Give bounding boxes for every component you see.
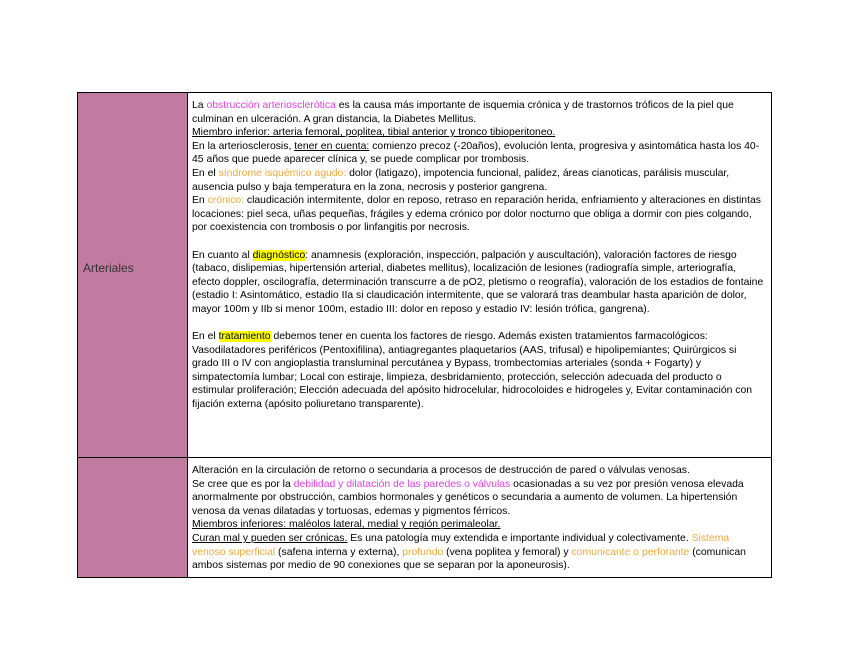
text-run: En: [192, 195, 208, 207]
notes-table: [77, 92, 772, 578]
text-run: dolor (latigazo), impotencia funcional, palidez, áreas cianoticas, parálisis muscular, ausencia pulso y baja temperatura en la zona, necrosis y posterior gangrena.: [192, 167, 730, 193]
paragraph: [192, 194, 765, 235]
paragraph: [192, 330, 765, 412]
text-run: En el: [192, 331, 219, 343]
text-run: La: [192, 100, 207, 111]
pink-term: obstrucción arteriosclerótica: [206, 100, 336, 111]
paragraph: [192, 478, 765, 519]
orange-term: Sistema venoso superficial: [192, 532, 730, 558]
paragraph: [192, 532, 765, 573]
text-run: Se cree que es por la: [192, 478, 294, 490]
paragraph: Alteración en la circulación de retorno o secundaria a procesos de destrucción de pared o válvulas venosas.: [192, 465, 690, 476]
text-run: (comunican ambos sistemas por medio de 90 conexiones que se separan por la aponeurosis).: [192, 546, 746, 572]
pink-term: debilidad y dilatación de las paredes o válvulas: [293, 478, 511, 490]
text-run: En el: [192, 167, 219, 179]
orange-term: profundo: [402, 546, 444, 558]
table-row: [78, 93, 771, 458]
paragraph: [192, 99, 765, 126]
table-row: [78, 458, 771, 577]
underlined-term: tener en cuenta:: [294, 140, 370, 152]
underlined-term: Curan mal y pueden ser crónicas.: [192, 532, 348, 544]
orange-term: síndrome isquémico agudo:: [218, 167, 347, 179]
paragraph: [192, 140, 765, 167]
row-label-cell: [78, 458, 188, 577]
text-run: Es una patología muy extendida e importante individual y colectivamente.: [347, 532, 692, 544]
text-run: En cuanto al: [192, 249, 253, 261]
text-run: (vena poplitea y femoral) y: [443, 546, 572, 558]
text-run: (safena interna y externa),: [275, 546, 403, 558]
text-run: ocasionadas a su vez por presión venosa elevada anormalmente por obstrucción, cambios hormonales y genéticos o secundaria a aumento de volumen. La hipertensión venosa da venas dilatadas y tortuosas, edemas y pigmentos férricos.: [192, 478, 744, 517]
text-run: comienzo precoz (-20años), evolución lenta, progresiva y asintomática hasta los 40-45 años que puede aparecer clínica y, se puede complicar por trombosis.: [192, 140, 760, 166]
spacer: [192, 235, 765, 249]
paragraph: [192, 167, 765, 194]
text-run: es la causa más importante de isquemia crónica y de trastornos tróficos de la piel que culminan en ulceración. A gran distancia, la Diabetes Mellitus.: [192, 100, 734, 125]
spacer: [192, 317, 765, 331]
text-run: : anamnesis (exploración, inspección, palpación y auscultación), valoración factores de riesgo (tabaco, dislipemias, hipertensión arterial, diabetes mellitus), localización de lesiones (radiografía simple, arteriografía, efecto doppler, oscilografía, determinación transcurre a de pO2, pletismo o reografía), valoración de los estadios de fontaine (estadio I: Asintomático, estadio IIa si claudicación intermitente, que se valorará tras deambular hasta aparición de dolor, mayor 100m y IIb si menor 100m, estadio III: dolor en reposo y estadio IV: lesión trófica, gangrena).: [192, 249, 764, 315]
row-label-cell: [78, 93, 188, 457]
text-run: En la arteriosclerosis,: [192, 140, 295, 152]
highlighted-term: diagnóstico: [252, 249, 306, 261]
orange-term: comunicante o perforante: [571, 546, 690, 558]
highlighted-term: tratamiento: [218, 331, 271, 343]
row-content-cell: [189, 458, 771, 577]
row-label: Arteriales: [83, 261, 134, 275]
text-run: debemos tener en cuenta los factores de riesgo. Además existen tratamientos farmacológicos: Vasodilatadores periféricos (Pentoxifilina), antiagregantes plaquetarios (AAS, trifusal) e hipolipemiantes; Quirúrgicos si grado III o IV con angioplastia transluminal percutánea y Bypass, trombectomias arteriales (sonda + Fogarty) y simpatectomía lumbar; Local con estiraje, limpieza, desbridamiento, protección, selección adecuada del producto o estimular proliferación; Elección adecuada del apósito hidrocelular, hidrocoloides e hidrogeles y, Evitar contaminación con fijación externa (apósito poliuretano transparente).: [192, 331, 753, 411]
row-content-cell: [189, 93, 771, 457]
text-run: claudicación intermitente, dolor en reposo, retraso en reparación herida, enfriamiento y alteraciones en distintas locaciones: piel seca, uñas pequeñas, frágiles y edema crónico por dolor nocturno que obliga a dormir con pies colgando, por coexistencia con trombosis o por linfangitis por necrosis.: [192, 195, 761, 234]
paragraph: [192, 249, 765, 317]
underlined-line: Miembros inferiores: maléolos lateral, medial y región perimaleolar.: [192, 519, 501, 531]
underlined-line: Miembro inferior: arteria femoral, poplitea, tibial anterior y tronco tibioperitoneo.: [192, 127, 556, 139]
orange-term: crónico:: [207, 195, 244, 207]
